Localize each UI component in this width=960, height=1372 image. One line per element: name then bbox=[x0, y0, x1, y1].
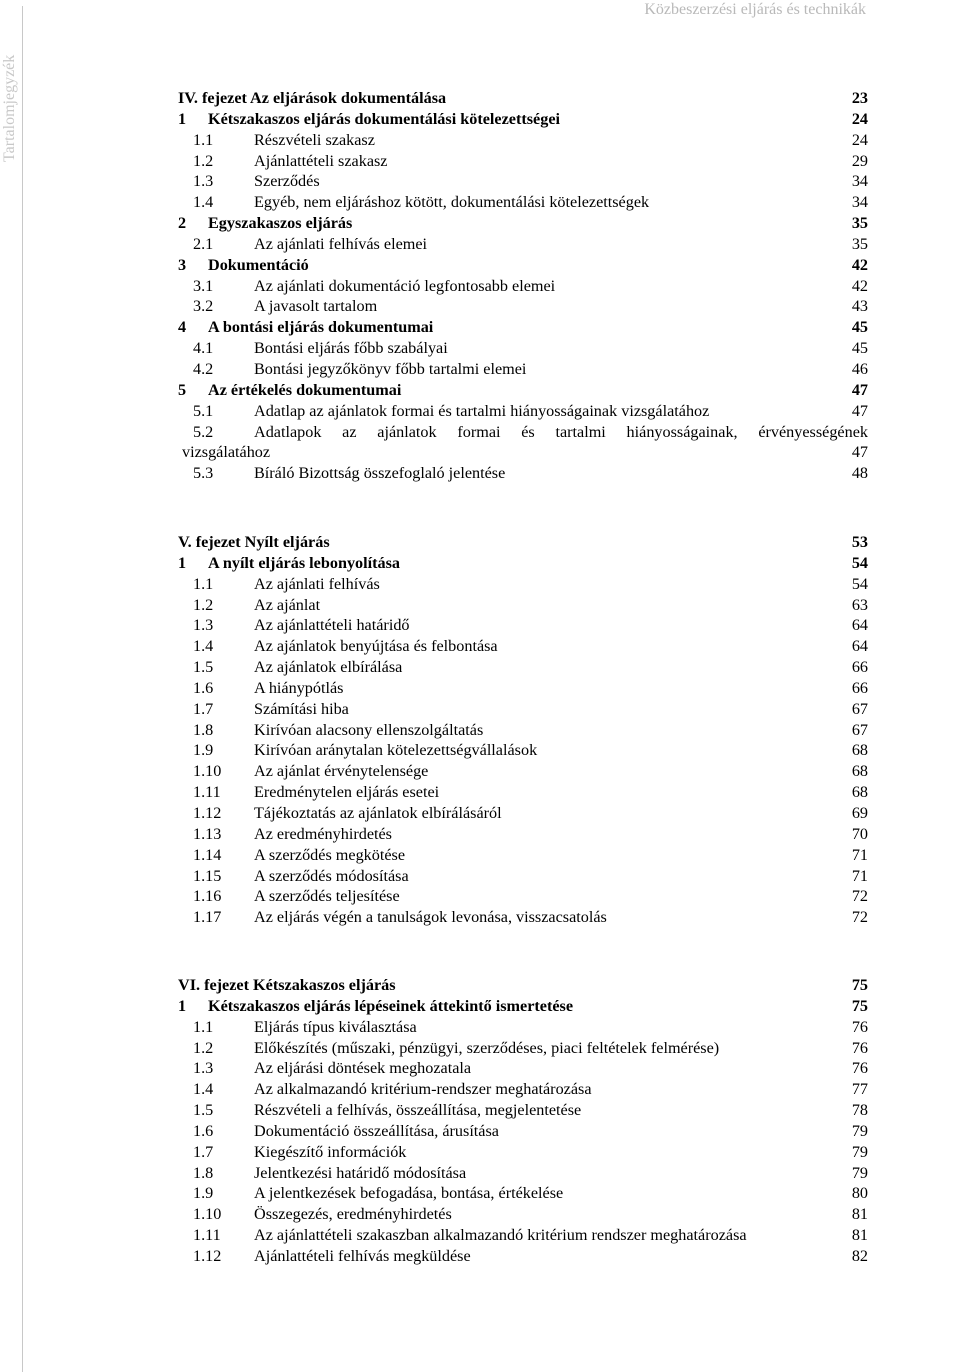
page-number: 81 bbox=[851, 1226, 868, 1245]
entry-text: Szerződés bbox=[254, 172, 320, 191]
toc-entry-row[interactable] bbox=[178, 845, 868, 866]
entry-number: 1.5 bbox=[193, 658, 214, 677]
toc-entry-row[interactable] bbox=[178, 866, 868, 887]
entry-number: 1.8 bbox=[193, 1163, 214, 1182]
entry-text: Tájékoztatás az ajánlatok elbírálásáról bbox=[254, 803, 502, 822]
page-number: 81 bbox=[851, 1205, 868, 1224]
entry-text: Eljárás típus kiválasztása bbox=[254, 1017, 417, 1036]
entry-text: Az ajánlati felhívás bbox=[254, 574, 380, 593]
entry-number: 1.7 bbox=[193, 1142, 214, 1161]
entry-text: Kétszakaszos eljárás dokumentálási kötelezettségei bbox=[208, 109, 561, 128]
page-number: 71 bbox=[851, 845, 868, 864]
entry-text: Eredménytelen eljárás esetei bbox=[254, 783, 440, 802]
entry-text: Bontási jegyzőkönyv főbb tartalmi elemei bbox=[254, 359, 527, 378]
page-number: 43 bbox=[851, 297, 868, 316]
entry-text: A szerződés teljesítése bbox=[254, 887, 400, 906]
entry-number: 1.1 bbox=[193, 1017, 214, 1036]
entry-text: Egyszakaszos eljárás bbox=[208, 214, 353, 233]
toc-entry-row[interactable] bbox=[178, 824, 868, 845]
toc-entry-row[interactable] bbox=[178, 1246, 868, 1267]
entry-text: Ajánlattételi szakasz bbox=[254, 151, 388, 170]
page-number: 54 bbox=[851, 574, 868, 593]
page-number: 48 bbox=[851, 464, 868, 483]
page-number: 76 bbox=[851, 1059, 868, 1078]
entry-number: 1.4 bbox=[193, 1080, 214, 1099]
entry-number: 1.1 bbox=[193, 130, 214, 149]
toc-entry-row[interactable] bbox=[178, 296, 868, 317]
entry-text: Előkészítés (műszaki, pénzügyi, szerződéses, piaci feltételek felmérése) bbox=[254, 1038, 720, 1057]
page-number: 79 bbox=[851, 1121, 868, 1140]
entry-text: Az eljárás végén a tanulságok levonása, visszacsatolás bbox=[254, 908, 607, 927]
toc-entry-row[interactable] bbox=[178, 276, 868, 297]
toc-entry-row[interactable] bbox=[178, 359, 868, 380]
page-number: 79 bbox=[851, 1163, 868, 1182]
entry-text: Az ajánlattételi szakaszban alkalmazandó kritérium rendszer meghatározása bbox=[254, 1226, 747, 1245]
page-number: 66 bbox=[851, 658, 868, 677]
entry-number: 1 bbox=[178, 553, 187, 572]
page-number: 47 bbox=[851, 443, 868, 462]
page-number: 75 bbox=[851, 976, 868, 994]
entry-number: 1.11 bbox=[193, 1226, 221, 1245]
page-number: 71 bbox=[851, 866, 868, 885]
page-number: 23 bbox=[851, 89, 868, 107]
entry-number: 1.12 bbox=[193, 803, 222, 822]
page-number: 72 bbox=[851, 908, 868, 927]
entry-text: Dokumentáció bbox=[208, 255, 309, 274]
page-number: 46 bbox=[851, 359, 868, 378]
entry-number: 1.6 bbox=[193, 678, 214, 697]
page-number: 79 bbox=[851, 1142, 868, 1161]
page-number: 47 bbox=[851, 380, 868, 399]
entry-text: Kétszakaszos eljárás lépéseinek áttekintő ismertetése bbox=[208, 996, 574, 1015]
entry-number: 1.13 bbox=[193, 824, 222, 843]
page-number: 68 bbox=[851, 783, 868, 802]
entry-number: 5.3 bbox=[193, 464, 214, 483]
entry-text: Az ajánlattételi határidő bbox=[254, 616, 410, 635]
entry-text-continued: vizsgálatához bbox=[182, 443, 271, 462]
entry-text: Kirívóan alacsony ellenszolgáltatás bbox=[254, 720, 484, 739]
page-number: 35 bbox=[851, 214, 868, 233]
entry-text: Az ajánlat bbox=[254, 595, 321, 614]
entry-text: Kirívóan aránytalan kötelezettségvállalások bbox=[254, 741, 538, 760]
toc-entry-row[interactable] bbox=[178, 422, 868, 464]
toc-entry-row[interactable] bbox=[178, 1225, 868, 1246]
page-number: 64 bbox=[851, 616, 868, 635]
entry-text: A javasolt tartalom bbox=[254, 297, 378, 316]
toc-heading-row[interactable] bbox=[178, 213, 868, 234]
toc-entry-row[interactable] bbox=[178, 720, 868, 741]
entry-text: Az ajánlati dokumentáció legfontosabb elemei bbox=[254, 276, 556, 295]
page-number: 80 bbox=[851, 1184, 868, 1203]
page-number: 34 bbox=[851, 193, 868, 212]
entry-text: Az ajánlati felhívás elemei bbox=[254, 234, 428, 253]
page-number: 70 bbox=[851, 824, 868, 843]
page-number: 45 bbox=[851, 339, 868, 358]
entry-number: 1 bbox=[178, 109, 187, 128]
toc-entry-row[interactable] bbox=[178, 740, 868, 761]
page-number: 53 bbox=[851, 533, 868, 551]
entry-number: 1.9 bbox=[193, 741, 214, 760]
page-number: 35 bbox=[851, 234, 868, 253]
entry-text: A szerződés módosítása bbox=[254, 866, 409, 885]
entry-number: 1.3 bbox=[193, 616, 214, 635]
toc-entry-row[interactable] bbox=[178, 636, 868, 657]
chapter-title: IV. fejezet Az eljárások dokumentálása bbox=[178, 89, 447, 107]
entry-number: 1.10 bbox=[193, 1205, 222, 1224]
entry-text: A hiánypótlás bbox=[254, 678, 344, 697]
page-number: 24 bbox=[851, 109, 868, 128]
entry-text: Adatlap az ajánlatok formai és tartalmi hiányosságainak vizsgálatához bbox=[254, 401, 710, 420]
toc-entry-row[interactable] bbox=[178, 192, 868, 213]
toc-entry-row[interactable] bbox=[178, 574, 868, 595]
page-number: 47 bbox=[851, 401, 868, 420]
toc-entry-row[interactable] bbox=[178, 761, 868, 782]
entry-number: 5.2 bbox=[193, 422, 214, 441]
toc-entry-row[interactable] bbox=[178, 699, 868, 720]
toc-chapter-row[interactable] bbox=[178, 88, 868, 109]
toc-entry-row[interactable] bbox=[178, 338, 868, 359]
toc-heading-row[interactable] bbox=[178, 109, 868, 130]
page-number: 42 bbox=[851, 255, 868, 274]
page-number: 76 bbox=[851, 1017, 868, 1036]
entry-number: 1.4 bbox=[193, 193, 214, 212]
entry-number: 1.12 bbox=[193, 1246, 222, 1265]
toc-entry-row[interactable] bbox=[178, 1163, 868, 1184]
toc-entry-row[interactable] bbox=[178, 1121, 868, 1142]
toc-entry-row[interactable] bbox=[178, 782, 868, 803]
page-number: 42 bbox=[851, 276, 868, 295]
entry-text: Az eredményhirdetés bbox=[254, 824, 392, 843]
entry-number: 1.15 bbox=[193, 866, 222, 885]
chapter-title: VI. fejezet Kétszakaszos eljárás bbox=[178, 976, 396, 994]
entry-text: Részvételi szakasz bbox=[254, 130, 375, 149]
toc-entry-row[interactable] bbox=[178, 1058, 868, 1079]
chapter-title: V. fejezet Nyílt eljárás bbox=[178, 533, 330, 551]
toc-entry-row[interactable] bbox=[178, 401, 868, 422]
page-number: 68 bbox=[851, 762, 868, 781]
entry-number: 1.3 bbox=[193, 1059, 214, 1078]
page-number: 64 bbox=[851, 637, 868, 656]
entry-number: 1.2 bbox=[193, 1038, 214, 1057]
toc-entry-row[interactable] bbox=[178, 803, 868, 824]
entry-number: 3 bbox=[178, 255, 187, 274]
entry-text: Részvételi a felhívás, összeállítása, megjelentetése bbox=[254, 1101, 582, 1120]
toc-entry-row[interactable] bbox=[178, 1079, 868, 1100]
page-number: 75 bbox=[851, 996, 868, 1015]
entry-text: Az ajánlat érvénytelensége bbox=[254, 762, 429, 781]
toc-section bbox=[178, 88, 868, 484]
entry-number: 1.17 bbox=[193, 908, 222, 927]
entry-number: 1.3 bbox=[193, 172, 214, 191]
entry-number: 1.9 bbox=[193, 1184, 214, 1203]
toc-entry-row[interactable] bbox=[178, 151, 868, 172]
page-number: 29 bbox=[851, 151, 868, 170]
toc-heading-row[interactable] bbox=[178, 380, 868, 401]
entry-text: A szerződés megkötése bbox=[254, 845, 406, 864]
entry-text: Bíráló Bizottság összefoglaló jelentése bbox=[254, 464, 506, 483]
entry-number: 1.2 bbox=[193, 151, 214, 170]
page-number: 67 bbox=[851, 720, 868, 739]
toc-heading-row[interactable] bbox=[178, 255, 868, 276]
toc-entry-row[interactable] bbox=[178, 886, 868, 907]
entry-number: 4.1 bbox=[193, 339, 214, 358]
page-number: 63 bbox=[851, 595, 868, 614]
entry-number: 1.8 bbox=[193, 720, 214, 739]
toc-chapter-row[interactable] bbox=[178, 532, 868, 553]
entry-text: Ajánlattételi felhívás megküldése bbox=[254, 1246, 471, 1265]
toc-entry-row[interactable] bbox=[178, 1204, 868, 1225]
entry-number: 1.5 bbox=[193, 1101, 214, 1120]
entry-text: Adatlapok az ajánlatok formai és tartalmi hiányosságainak, érvényességének bbox=[254, 422, 868, 441]
toc-heading-row[interactable] bbox=[178, 553, 868, 574]
toc-entry-row[interactable] bbox=[178, 678, 868, 699]
entry-number: 4.2 bbox=[193, 359, 214, 378]
entry-number: 1.1 bbox=[193, 574, 214, 593]
entry-text: A bontási eljárás dokumentumai bbox=[208, 318, 434, 337]
toc-entry-row[interactable] bbox=[178, 907, 868, 928]
toc-entry-row[interactable] bbox=[178, 1183, 868, 1204]
toc-entry-row[interactable] bbox=[178, 463, 868, 484]
entry-number: 3.1 bbox=[193, 276, 214, 295]
page-number: 77 bbox=[851, 1080, 868, 1099]
side-rule bbox=[22, 6, 23, 1372]
entry-text: Jelentkezési határidő módosítása bbox=[254, 1163, 467, 1182]
toc-heading-row[interactable] bbox=[178, 996, 868, 1017]
entry-text: Egyéb, nem eljáráshoz kötött, dokumentálási kötelezettségek bbox=[254, 193, 650, 212]
page-number: 66 bbox=[851, 678, 868, 697]
entry-number: 1.16 bbox=[193, 887, 222, 906]
page-number: 76 bbox=[851, 1038, 868, 1057]
entry-number: 2 bbox=[178, 214, 187, 233]
entry-number: 1.10 bbox=[193, 762, 222, 781]
toc-entry-row[interactable] bbox=[178, 1038, 868, 1059]
entry-number: 2.1 bbox=[193, 234, 214, 253]
entry-text: Az értékelés dokumentumai bbox=[208, 380, 402, 399]
page-number: 34 bbox=[851, 172, 868, 191]
entry-text: Kiegészítő információk bbox=[254, 1142, 407, 1161]
toc-entry-row[interactable] bbox=[178, 171, 868, 192]
entry-number: 5 bbox=[178, 380, 187, 399]
entry-text: Dokumentáció összeállítása, árusítása bbox=[254, 1121, 499, 1140]
entry-text: A nyílt eljárás lebonyolítása bbox=[208, 553, 401, 572]
entry-number: 4 bbox=[178, 318, 187, 337]
entry-number: 1.11 bbox=[193, 783, 221, 802]
toc-section bbox=[178, 532, 868, 928]
toc-entry-row[interactable] bbox=[178, 657, 868, 678]
toc-section bbox=[178, 975, 868, 1267]
toc-entry-row[interactable] bbox=[178, 130, 868, 151]
page-number: 68 bbox=[851, 741, 868, 760]
entry-number: 1.14 bbox=[193, 845, 222, 864]
entry-number: 1 bbox=[178, 996, 187, 1015]
toc-entry-row[interactable] bbox=[178, 595, 868, 616]
entry-text: Az ajánlatok benyújtása és felbontása bbox=[254, 637, 498, 656]
side-label-text: Tartalomjegyzék bbox=[1, 54, 18, 162]
page-number: 82 bbox=[851, 1246, 868, 1265]
toc-entry-row[interactable] bbox=[178, 234, 868, 255]
toc-entry-row[interactable] bbox=[178, 1100, 868, 1121]
entry-text: Bontási eljárás főbb szabályai bbox=[254, 339, 448, 358]
entry-text: Összegezés, eredményhirdetés bbox=[254, 1205, 452, 1224]
toc-entry-row[interactable] bbox=[178, 1017, 868, 1038]
entry-number: 3.2 bbox=[193, 297, 214, 316]
page-number: 45 bbox=[851, 318, 868, 337]
toc-heading-row[interactable] bbox=[178, 317, 868, 338]
entry-text: Számítási hiba bbox=[254, 699, 349, 718]
toc-entry-row[interactable] bbox=[178, 1142, 868, 1163]
page-number: 67 bbox=[851, 699, 868, 718]
page-number: 78 bbox=[851, 1101, 868, 1120]
entry-number: 1.2 bbox=[193, 595, 214, 614]
entry-text: Az alkalmazandó kritérium-rendszer meghatározása bbox=[254, 1080, 592, 1099]
page-number: 72 bbox=[851, 887, 868, 906]
entry-text: Az ajánlatok elbírálása bbox=[254, 658, 403, 677]
entry-number: 1.7 bbox=[193, 699, 214, 718]
entry-number: 1.6 bbox=[193, 1121, 214, 1140]
toc-entry-row[interactable] bbox=[178, 615, 868, 636]
entry-text: Az eljárási döntések meghozatala bbox=[254, 1059, 472, 1078]
running-header: Közbeszerzési eljárás és technikák bbox=[644, 1, 866, 18]
entry-number: 5.1 bbox=[193, 401, 214, 420]
entry-text: A jelentkezések befogadása, bontása, értékelése bbox=[254, 1184, 564, 1203]
toc-chapter-row[interactable] bbox=[178, 975, 868, 996]
page-number: 54 bbox=[851, 553, 868, 572]
page-number: 69 bbox=[851, 803, 868, 822]
page-number: 24 bbox=[851, 130, 868, 149]
entry-number: 1.4 bbox=[193, 637, 214, 656]
